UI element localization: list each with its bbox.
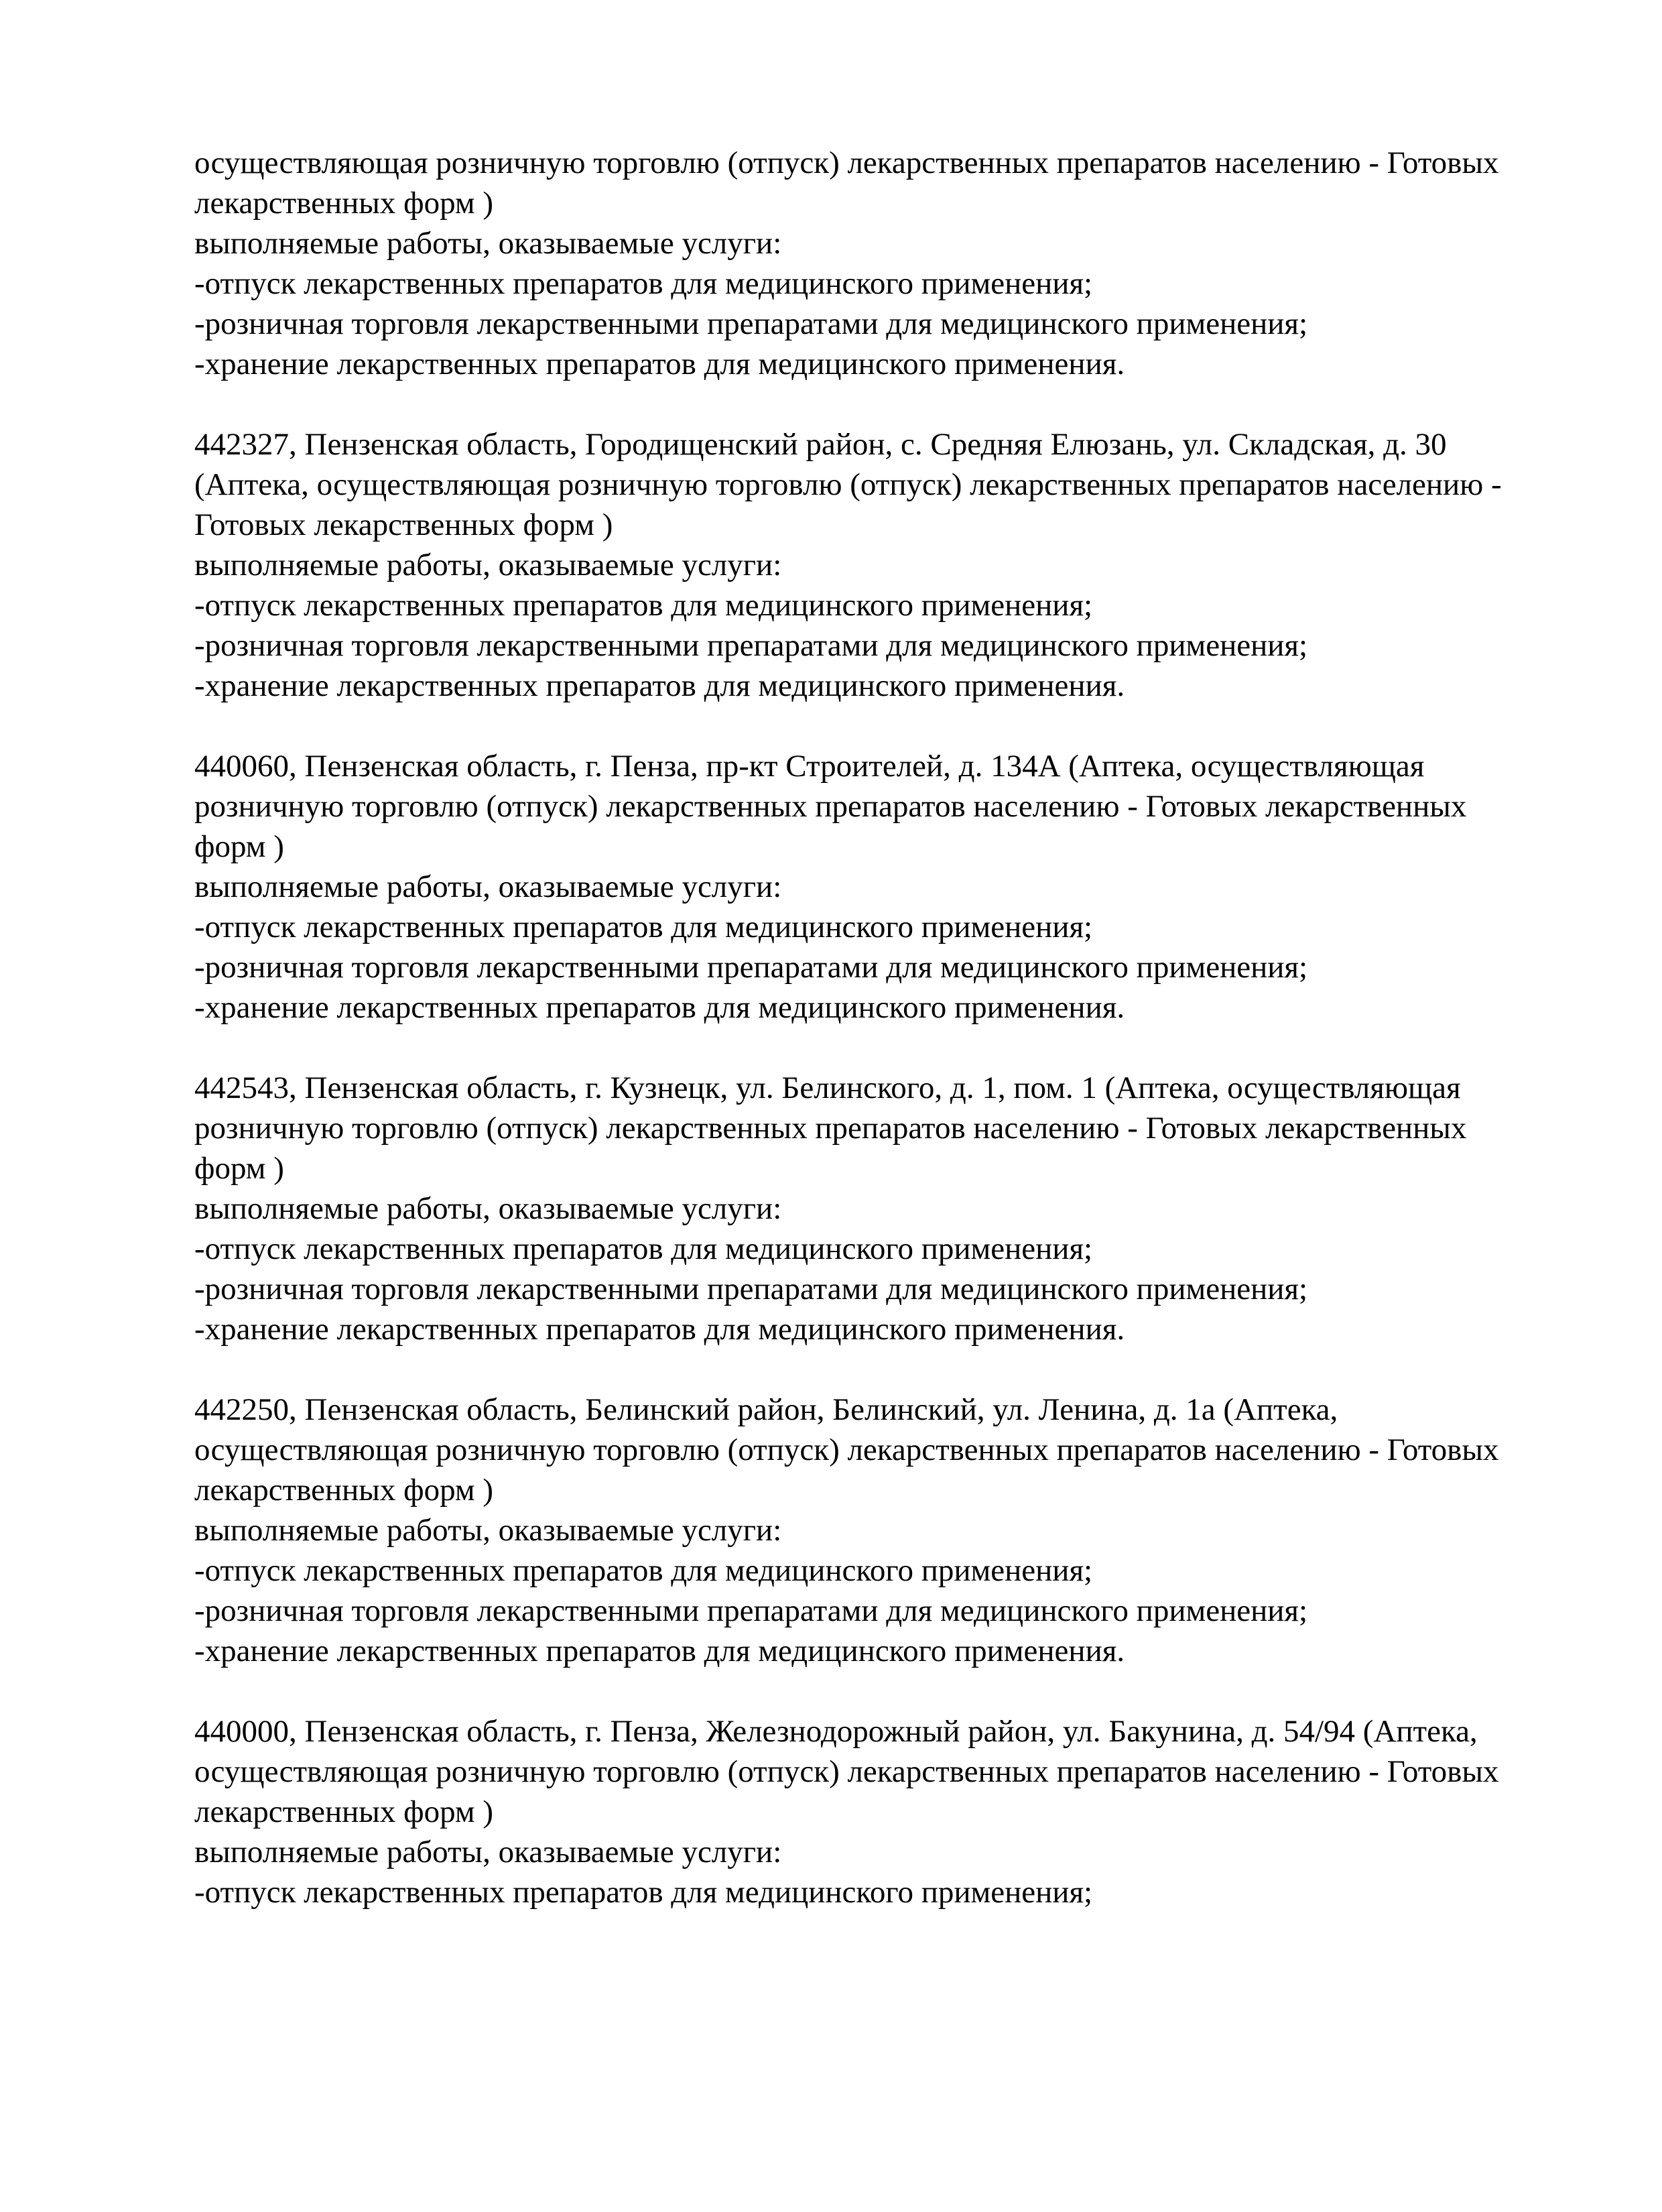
text-line: выполняемые работы, оказываемые услуги: [194,869,782,904]
document-text [194,143,1588,1912]
text-line: -хранение лекарственных препаратов для медицинского применения. [194,1312,1125,1347]
entry-block [194,1068,1588,1349]
text-line: 440000, Пензенская область, г. Пенза, Железнодорожный район, ул. Бакунина, д. 54/94 (Аптека, [194,1714,1478,1749]
text-line: осуществляющая розничную торговлю (отпуск) лекарственных препаратов населению - Готовых [194,145,1499,180]
text-line: -розничная торговля лекарственными препаратами для медицинского применения; [194,950,1308,985]
text-line: -розничная торговля лекарственными препаратами для медицинского применения; [194,306,1308,341]
text-line: лекарственных форм ) [194,186,493,221]
entry-block [194,143,1588,384]
entry-block [194,746,1588,1028]
text-line: -розничная торговля лекарственными препаратами для медицинского применения; [194,628,1308,663]
entry-block [194,1390,1588,1671]
text-line: 440060, Пензенская область, г. Пенза, пр-кт Строителей, д. 134А (Аптека, осуществляющая [194,749,1425,784]
entry-block [194,424,1588,706]
text-line: -отпуск лекарственных препаратов для медицинского применения; [194,1875,1093,1910]
text-line: -розничная торговля лекарственными препаратами для медицинского применения; [194,1272,1308,1306]
text-line: 442543, Пензенская область, г. Кузнецк, ул. Белинского, д. 1, пом. 1 (Аптека, осуществляющая [194,1070,1461,1105]
text-line: -отпуск лекарственных препаратов для медицинского применения; [194,588,1093,623]
document-page [194,143,1588,1912]
text-line: розничную торговлю (отпуск) лекарственных препаратов населению - Готовых лекарственных [194,789,1467,824]
text-line: форм ) [194,1151,284,1186]
entry-block [194,1711,1588,1912]
text-line: -хранение лекарственных препаратов для медицинского применения. [194,668,1125,703]
text-line: -отпуск лекарственных препаратов для медицинского применения; [194,1553,1093,1588]
text-line: Готовых лекарственных форм ) [194,507,613,542]
text-line: 442327, Пензенская область, Городищенский район, с. Средняя Елюзань, ул. Складская, д. 30 [194,427,1447,462]
text-line: лекарственных форм ) [194,1794,493,1829]
text-line: -хранение лекарственных препаратов для медицинского применения. [194,1634,1125,1668]
text-line: выполняемые работы, оказываемые услуги: [194,1513,782,1548]
text-line: выполняемые работы, оказываемые услуги: [194,1191,782,1226]
text-line: выполняемые работы, оказываемые услуги: [194,1835,782,1869]
text-line: осуществляющая розничную торговлю (отпуск) лекарственных препаратов населению - Готовых [194,1432,1499,1467]
text-line: выполняемые работы, оказываемые услуги: [194,548,782,582]
text-line: -хранение лекарственных препаратов для медицинского применения. [194,990,1125,1025]
text-line: -хранение лекарственных препаратов для медицинского применения. [194,347,1125,381]
text-line: выполняемые работы, оказываемые услуги: [194,226,782,261]
text-line: -розничная торговля лекарственными препаратами для медицинского применения; [194,1593,1308,1628]
text-line: 442250, Пензенская область, Белинский район, Белинский, ул. Ленина, д. 1а (Аптека, [194,1392,1338,1427]
text-line: розничную торговлю (отпуск) лекарственных препаратов населению - Готовых лекарственных [194,1111,1467,1146]
text-line: -отпуск лекарственных препаратов для медицинского применения; [194,1231,1093,1266]
text-line: -отпуск лекарственных препаратов для медицинского применения; [194,910,1093,944]
text-line: лекарственных форм ) [194,1473,493,1508]
text-line: осуществляющая розничную торговлю (отпуск) лекарственных препаратов населению - Готовых [194,1754,1499,1789]
text-line: форм ) [194,829,284,864]
text-line: -отпуск лекарственных препаратов для медицинского применения; [194,266,1093,301]
text-line: (Аптека, осуществляющая розничную торговлю (отпуск) лекарственных препаратов населению - [194,467,1502,502]
